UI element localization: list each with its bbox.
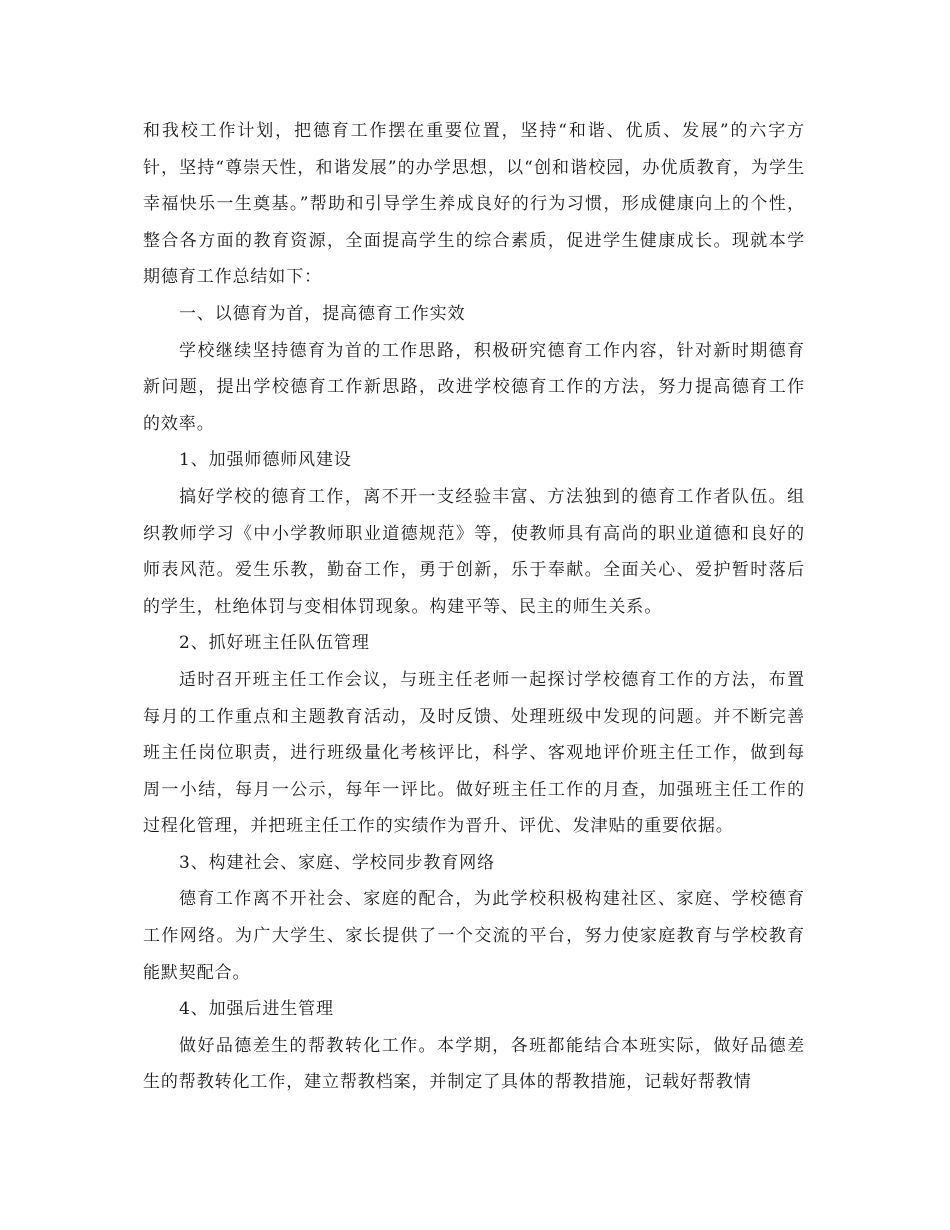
section-1-paragraph: 学校继续坚持德育为首的工作思路，积极研究德育工作内容，针对新时期德育新问题，提出学校德育工作新思路，改进学校德育工作的方法，努力提高德育工作的效率。	[143, 340, 805, 434]
section-heading-1: 一、以德育为首，提高德育工作实效	[179, 303, 466, 324]
subsection-heading-1: 1、加强师德师风建设	[179, 450, 352, 471]
subsection-4-paragraph: 做好品德差生的帮教转化工作。本学期，各班都能结合本班实际，做好品德差生的帮教转化工作，建立帮教档案，并制定了具体的帮教措施，记载好帮教情	[143, 1035, 805, 1093]
subsection-2-paragraph: 适时召开班主任工作会议，与班主任老师一起探讨学校德育工作的方法，布置每月的工作重点和主题教育活动，及时反馈、处理班级中发现的问题。并不断完善班主任岗位职责，进行班级量化考核评比，科学、客观地评价班主任工作，做到每周一小结，每月一公示，每年一评比。做好班主任工作的月查，加强班主任工作的过程化管理，并把班主任工作的实绩作为晋升、评优、发津贴的重要依据。	[143, 669, 805, 837]
subsection-1-paragraph: 搞好学校的德育工作，离不开一支经验丰富、方法独到的德育工作者队伍。组织教师学习《中小学教师职业道德规范》等，使教师具有高尚的职业道德和良好的师表风范。爱生乐教，勤奋工作，勇于创新，乐于奉献。全面关心、爱护暂时落后的学生，杜绝体罚与变相体罚现象。构建平等、民主的师生关系。	[143, 486, 805, 617]
subsection-heading-2: 2、抓好班主任队伍管理	[179, 633, 370, 654]
intro-paragraph: 和我校工作计划，把德育工作摆在重要位置，坚持“和谐、优质、发展”的六字方针，坚持“尊崇天性，和谐发展”的办学思想，以“创和谐校园，办优质教育，为学生幸福快乐一生奠基。”帮助和引导学生养成良好的行为习惯，形成健康向上的个性，整合各方面的教育资源，全面提高学生的综合素质，促进学生健康成长。现就本学期德育工作总结如下：	[143, 121, 805, 288]
subsection-heading-3: 3、构建社会、家庭、学校同步教育网络	[179, 852, 496, 873]
document-body	[143, 113, 805, 1101]
subsection-heading-4: 4、加强后进生管理	[179, 999, 334, 1020]
subsection-3-paragraph: 德育工作离不开社会、家庭的配合，为此学校积极构建社区、家庭、学校德育工作网络。为广大学生、家长提供了一个交流的平台，努力使家庭教育与学校教育能默契配合。	[143, 889, 805, 983]
